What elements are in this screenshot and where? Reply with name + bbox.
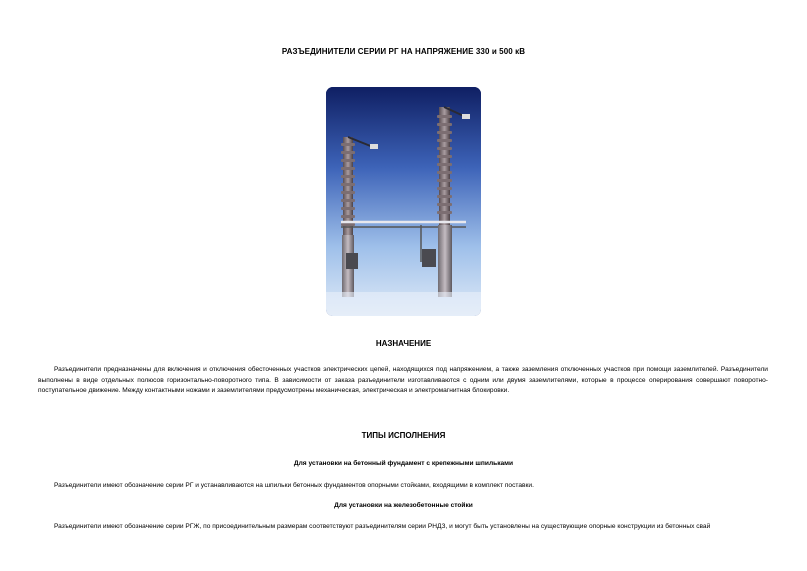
subheading-reinforced-posts: Для установки на железобетонные стойки <box>334 502 473 509</box>
subheading-concrete-foundation: Для установки на бетонный фундамент с крепежными шпильками <box>293 460 514 467</box>
reinforced-posts-text: Разъединители имеют обозначение серии РГЖ, по присоединительным размерам соответствуют разъединителям серии РНДЗ, и могут быть установлены на существующие опорные конструкции из бетонных свай <box>54 523 711 530</box>
section-heading-purpose: НАЗНАЧЕНИЕ <box>375 339 432 348</box>
purpose-text: Разъединители предназначены для включения и отключения обесточенных участков электрических цепей, находящихся под напряжением, а также заземления отключенных участков при помощи заземлителей. Разъединители выполнены в виде отдельных полюсов горизонтально-поворотного типа. В зависимости от заказа разъединители изготавливаются с одним или двумя заземлителями, которые в процессе оперирования совершают поворотно-поступательное движение. Между контактными ножами и заземлителями предусмотрены механическая, электрическая и электромагнитная блокировки. <box>38 366 768 394</box>
concrete-foundation-text: Разъединители имеют обозначение серии РГ и устанавливаются на шпильки бетонных фундаментов опорными стойками, входящими в комплект поставки. <box>54 482 534 489</box>
disconnector-photo <box>326 87 481 316</box>
disconnector-illustration <box>326 87 481 316</box>
purpose-paragraph <box>38 365 768 397</box>
section-heading-types: ТИПЫ ИСПОЛНЕНИЯ <box>361 431 446 440</box>
page-title: РАЗЪЕДИНИТЕЛИ СЕРИИ РГ НА НАПРЯЖЕНИЕ 330 и 500 кВ <box>281 47 526 56</box>
